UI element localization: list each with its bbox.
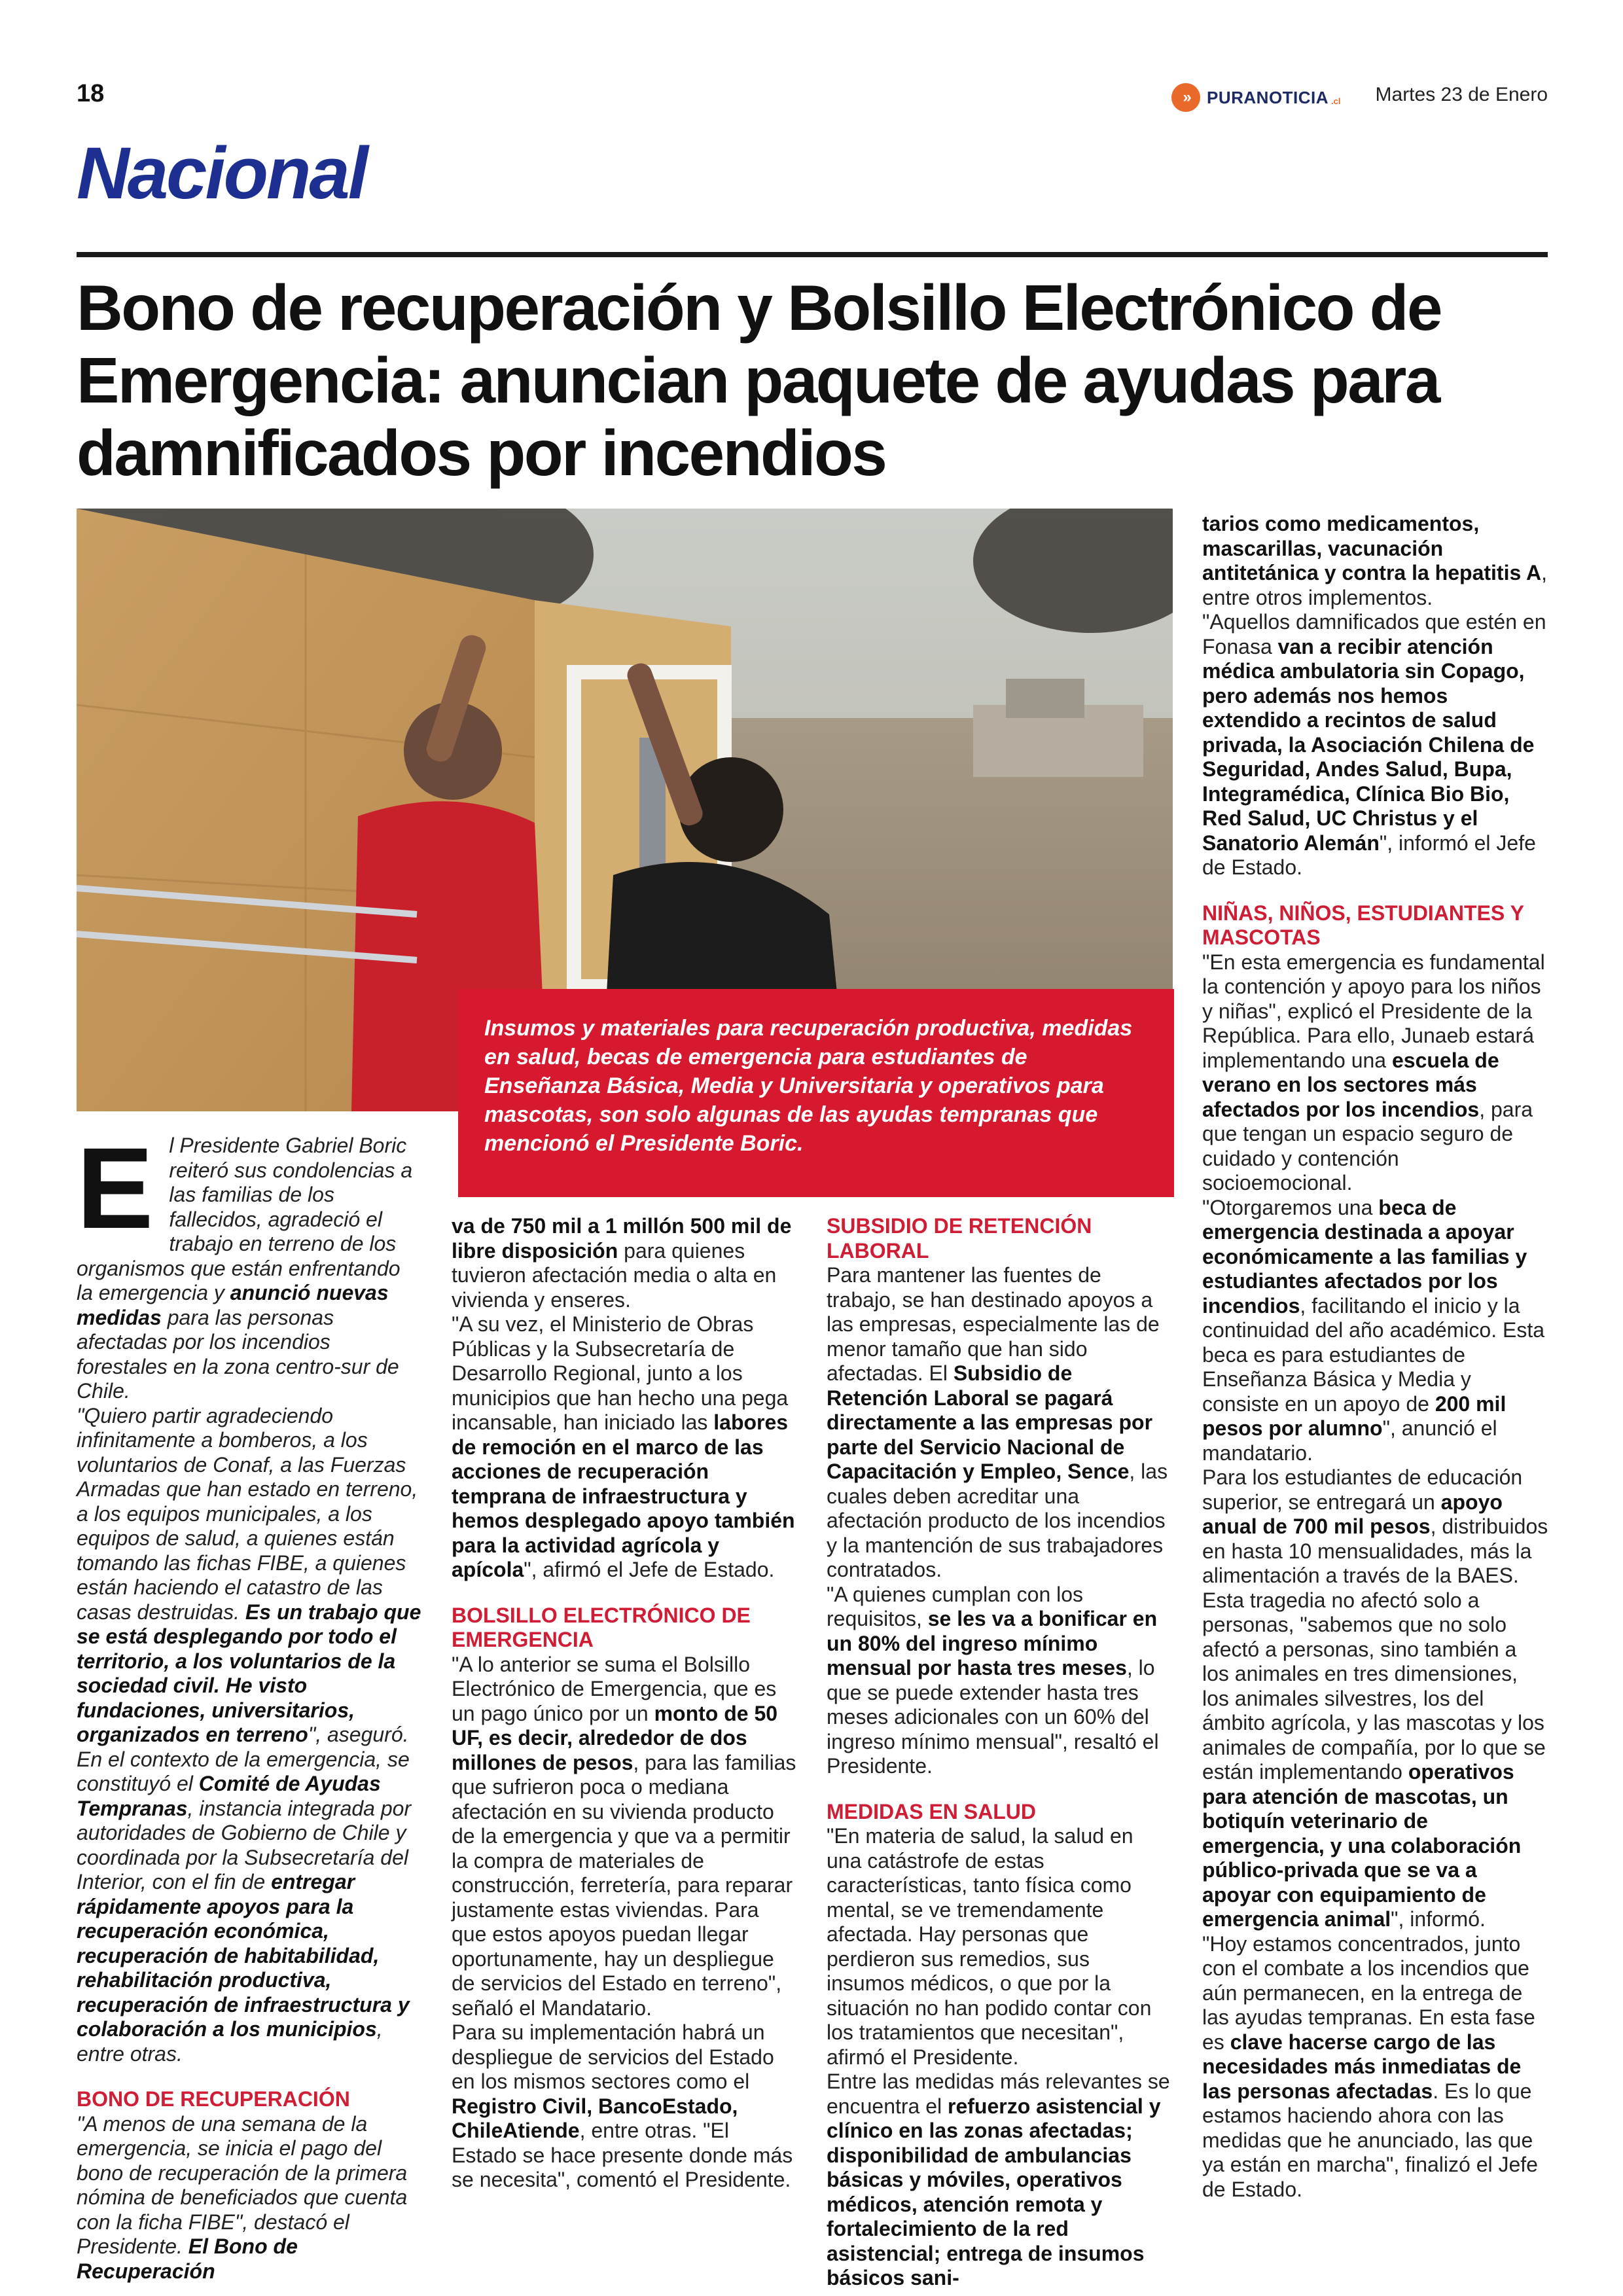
headline: Bono de recuperación y Bolsillo Electrónico de Emergencia: anuncian paquete de ayudas para damnificados por incendios (77, 272, 1442, 489)
header-rule (77, 252, 1548, 257)
chevrons-icon: » (1171, 83, 1200, 112)
photo-caption-text: Insumos y materiales para recuperación productiva, medidas en salud, becas de emergencia para estudiantes de Enseñanza Básica, Media y Universitaria y operativos para mascotas, son solo algunas de las ayudas tempranas que mencionó el Presidente Boric. (484, 1016, 1133, 1156)
paragraph: "Aquellos damnificados que estén en Fonasa van a recibir atención médica ambulatoria sin Copago, pero además nos hemos extendido a recintos de salud privada, la Asociación Chilena de Seguridad, Andes Salud, Bupa, Integramédica, Clínica Bio Bio, Red Salud, UC Christus y el Sanatorio Alemán", informó el Jefe de Estado. (1202, 610, 1546, 879)
subheading: NIÑAS, NIÑOS, ESTUDIANTES Y MASCOTAS (1202, 901, 1524, 949)
paragraph: va de 750 mil a 1 millón 500 mil de libre disposición para quienes tuvieron afectación media o alta en vivienda y enseres. (452, 1214, 792, 1312)
paragraph: "A su vez, el Ministerio de Obras Públicas y la Subsecretaría de Desarrollo Regional, junto a los municipios que han hecho una pega incansable, han iniciado las labores de remoción en el marco de las acciones de recuperación temprana de infraestructura y hemos desplegado apoyo también para la actividad agrícola y apícola", afirmó el Jefe de Estado. (452, 1312, 795, 1581)
section-title: Nacional (77, 132, 366, 214)
paragraph: Entre las medidas más relevantes se encuentra el refuerzo asistencial y clínico en las zonas afectadas; disponibilidad de ambulancias básicas y móviles, operativos médicos, atención remota y fortalecimiento de la red asistencial; entrega de insumos básicos sani- (827, 2070, 1170, 2289)
subheading: BOLSILLO ELECTRÓNICO DE EMERGENCIA (452, 1603, 751, 1651)
column-1 (77, 1124, 421, 2284)
paragraph: "A quienes cumplan con los requisitos, se les va a bonificar en un 80% del ingreso mínimo mensual por hasta tres meses, lo que se puede extender hasta tres meses adicionales con un 60% del ingreso mínimo mensual", resaltó el Presidente. (827, 1582, 1159, 1778)
brand-logo (1171, 83, 1341, 112)
column-4 (1202, 512, 1549, 2202)
paragraph: "Hoy estamos concentrados, junto con el combate a los incendios que aún permanecen, en la entrega de las ayudas tempranas. En esta fase es clave hacerse cargo de las necesidades más inmediatas de las personas afectadas. Es lo que estamos haciendo ahora con las medidas que he anunciado, las que ya están en marcha", finalizó el Jefe de Estado. (1202, 1931, 1538, 2201)
column-2 (452, 1214, 796, 2193)
subheading: SUBSIDIO DE RETENCIÓN LABORAL (827, 1214, 1092, 1263)
paragraph: Para su implementación habrá un despliegue de servicios del Estado en los mismos sectores como el Registro Civil, BancoEstado, ChileAtiende, entre otras. "El Estado se hace presente donde más se necesita", comentó el Presidente. (452, 2020, 793, 2191)
page-number: 18 (77, 80, 105, 107)
subheading: MEDIDAS EN SALUD (827, 1799, 1037, 1823)
paragraph: Esta tragedia no afectó solo a personas, "sabemos que no solo afectó a personas, sino también a los animales en tres dimensiones, los animales silvestres, los del ámbito agrícola, y las mascotas y los animales de compañía, por lo que se están implementando operativos para atención de mascotas, un botiquín veterinario de emergencia, y una colaboración público-privada que se va a apoyar con equipamiento de emergencia animal", informó. (1202, 1588, 1546, 1931)
paragraph: El Presidente Gabriel Boric reiteró sus condolencias a las familias de los fallecidos, agradeció el trabajo en terreno de los organismos que están enfrentando la emergencia y anunció nuevas medidas para las personas afectadas por los incendios forestales en la zona centro-sur de Chile. (77, 1124, 413, 1403)
paragraph: "A lo anterior se suma el Bolsillo Electrónico de Emergencia, que es un pago único por un monto de 50 UF, es decir, alrededor de dos millones de pesos, para las familias que sufrieron poca o mediana afectación en su vivienda producto de la emergencia y que va a permitir la compra de materiales de construcción, ferretería, para reparar justamente estas viviendas. Para que estos apoyos puedan llegar oportunamente, hay un despliegue de servicios del Estado en terreno", señaló el Mandatario. (452, 1652, 796, 2020)
paragraph: Para los estudiantes de educación superior, se entregará un apoyo anual de 700 mil pesos, distribuidos en hasta 10 mensualidades, más la alimentación a través de la BAES. (1202, 1465, 1548, 1587)
paragraph: "A menos de una semana de la emergencia, se inicia el pago del bono de recuperación de la primera nómina de beneficiados que cuenta con la ficha FIBE", destacó el Presidente. El Bono de Recuperación (77, 2111, 408, 2283)
photo-caption (458, 989, 1174, 1197)
brand-tld: .cl (1331, 96, 1341, 106)
paragraph: "Otorgaremos una beca de emergencia destinada a apoyar económicamente a las familias y estudiantes afectados por los incendios, facilitando el inicio y la continuidad del año académico. Esta beca es para estudiantes de Enseñanza Básica y Media y consiste en un apoyo de 200 mil pesos por alumno", anunció el mandatario. (1202, 1195, 1545, 1465)
issue-date: Martes 23 de Enero (1375, 84, 1548, 105)
paragraph: "Quiero partir agradeciendo infinitamente a bomberos, a los voluntarios de Conaf, a las Fuerzas Armadas que han estado en terreno, a los equipos municipales, a los equipos de salud, a quienes están tomando las fichas FIBE, a quienes están haciendo el catastro de las casas destruidas. Es un trabajo que se está desplegando por todo el territorio, a los voluntarios de la sociedad civil. He visto fundaciones, universitarios, organizados en terreno", aseguró. (77, 1403, 421, 1746)
subheading: BONO DE RECUPERACIÓN (77, 2087, 350, 2111)
drop-cap: E (77, 1124, 154, 1253)
brand-name: PURANOTICIA (1207, 87, 1329, 107)
column-3 (827, 1214, 1171, 2291)
paragraph: Para mantener las fuentes de trabajo, se han destinado apoyos a las empresas, especialmente las de menor tamaño que han sido afectadas. El Subsidio de Retención Laboral se pagará directamente a las empresas por parte del Servicio Nacional de Capacitación y Empleo, Sence, las cuales deben acreditar una afectación producto de los incendios y la mantención de sus trabajadores contratados. (827, 1263, 1168, 1581)
paragraph: "En materia de salud, la salud en una catástrofe de estas características, tanto física como mental, se ve tremendamente afectada. Hay personas que perdieron sus remedios, sus insumos médicos, o que por la situación no han podido contar con los tratamientos que necesitan", afirmó el Presidente. (827, 1824, 1152, 2069)
paragraph: En el contexto de la emergencia, se constituyó el Comité de Ayudas Tempranas, instancia integrada por autoridades de Gobierno de Chile y coordinada por la Subsecretaría del Interior, con el fin de entregar rápidamente apoyos para la recuperación económica, recuperación de habitabilidad, rehabilitación productiva, recuperación de infraestructura y colaboración a los municipios, entre otras. (77, 1747, 412, 2066)
paragraph: "En esta emergencia es fundamental la contención y apoyo para los niños y niñas", explicó el Presidente de la República. Para ello, Junaeb estará implementando una escuela de verano en los sectores más afectados por los incendios, para que tengan un espacio seguro de cuidado y contención socioemocional. (1202, 950, 1545, 1194)
paragraph: tarios como medicamentos, mascarillas, vacunación antitetánica y contra la hepatitis A, entre otros implementos. (1202, 512, 1547, 609)
